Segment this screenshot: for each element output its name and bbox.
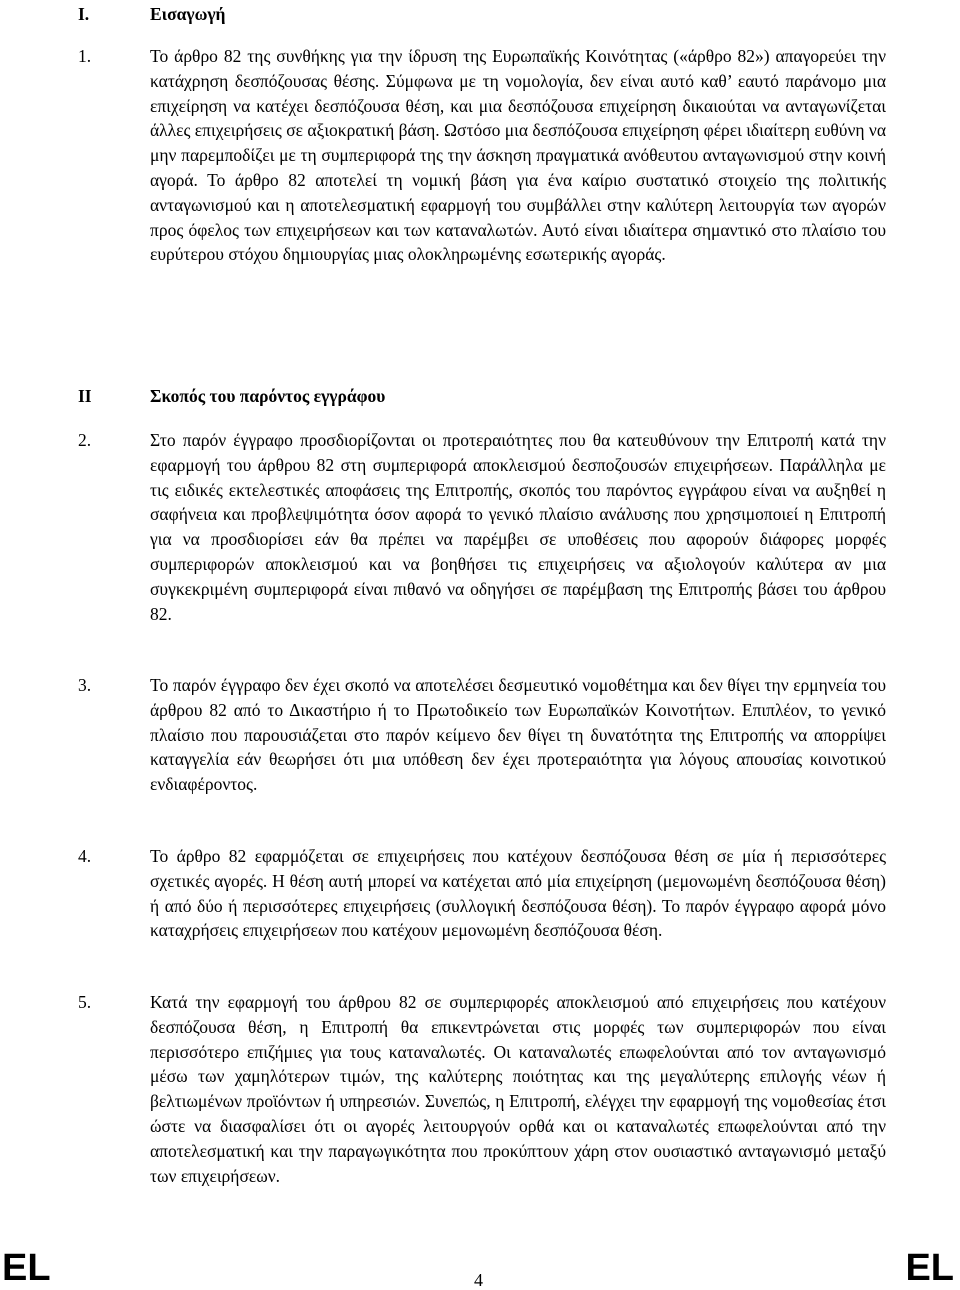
- footer-language-left: EL: [2, 1247, 51, 1289]
- paragraph-number: 3.: [78, 675, 92, 695]
- paragraph-number: 5.: [78, 992, 92, 1012]
- paragraph-text: Το παρόν έγγραφο δεν έχει σκοπό να αποτελέσει δεσμευτικό νομοθέτημα και δεν θίγει την ερμηνεία του άρθρου 82 από το Δικαστήριο ή το Πρωτοδικείο των Ευρωπαϊκών Κοινοτήτων. Επιπλέον, το γενικό πλαίσιο που παρουσιάζεται στο παρόν κείμενο δεν θίγει τη δυνατότητα της Επιτροπής να απορρίψει καταγγελία εάν θεωρήσει ότι μια υπόθεση δεν έχει προτεραιότητα για λόγους απουσίας κοινοτικού ενδιαφέροντος.: [150, 675, 886, 795]
- section-title: Σκοπός του παρόντος εγγράφου: [150, 386, 386, 406]
- paragraph-number: 1.: [78, 46, 92, 66]
- section-title: Εισαγωγή: [150, 4, 226, 24]
- section-number: II: [78, 386, 92, 406]
- paragraph-text: Το άρθρο 82 εφαρμόζεται σε επιχειρήσεις που κατέχουν δεσπόζουσα θέση σε μία ή περισσότερες σχετικές αγορές. Η θέση αυτή μπορεί να κατέχεται από μία επιχείρηση (μεμονωμένη δεσπόζουσα θέση) ή από δύο ή περισσότερες επιχειρήσεις (συλλογική δεσπόζουσα θέση). Το παρόν έγγραφο αφορά μόνο καταχρήσεις επιχειρήσεων που κατέχουν μεμονωμένη δεσπόζουσα θέση.: [150, 846, 886, 941]
- page-number: 4: [474, 1270, 483, 1290]
- paragraph-text: Το άρθρο 82 της συνθήκης για την ίδρυση της Ευρωπαϊκής Κοινότητας («άρθρο 82») απαγορεύει την κατάχρηση δεσπόζουσας θέσης. Σύμφωνα με τη νομολογία, δεν είναι αυτό καθ’ εαυτό παράνομο μια επιχείρηση να κατέχει δεσπόζουσα θέση, και μια δεσπόζουσα επιχείρηση δικαιούται να ανταγωνίζεται άλλες επιχειρήσεις σε αξιοκρατική βάση. Ωστόσο μια δεσπόζουσα επιχείρηση φέρει ιδιαίτερη ευθύνη να μην παρεμποδίζει με τη συμπεριφορά της την άσκηση πραγματικά ανόθευτου ανταγωνισμού στην κοινή αγορά. Το άρθρο 82 αποτελεί τη νομική βάση για ένα καίριο συστατικό στοιχείο της πολιτικής ανταγωνισμού και η αποτελεσματική εφαρμογή του συμβάλλει στην καλύτερη λειτουργία των αγορών προς όφελος των επιχειρήσεων και των καταναλωτών. Αυτό είναι ιδιαίτερα σημαντικό στο πλαίσιο του ευρύτερου στόχου δημιουργίας μιας ολοκληρωμένης εσωτερικής αγοράς.: [150, 46, 886, 265]
- paragraph-text: Στο παρόν έγγραφο προσδιορίζονται οι προτεραιότητες που θα κατευθύνουν την Επιτροπή κατά την εφαρμογή του άρθρου 82 στη συμπεριφορά αποκλεισμού δεσποζουσών επιχειρήσεων. Παράλληλα με τις ειδικές εκτελεστικές αποφάσεις της Επιτροπής, σκοπός του παρόντος εγγράφου είναι να αυξηθεί η σαφήνεια και προβλεψιμότητα όσον αφορά το γενικό πλαίσιο ανάλυσης που χρησιμοποιεί η Επιτροπή για να προσδιορίσει εάν θα πρέπει να παρέμβει σε υποθέσεις που αφορούν διάφορες μορφές συμπεριφορών αποκλεισμού και να βοηθήσει τις επιχειρήσεις να αξιολογούν καλύτερα αν μια συγκεκριμένη συμπεριφορά είναι πιθανό να οδηγήσει σε παρέμβαση της Επιτροπής βάσει του άρθρου 82.: [150, 430, 886, 624]
- section-number: I.: [78, 4, 90, 24]
- paragraph-text: Κατά την εφαρμογή του άρθρου 82 σε συμπεριφορές αποκλεισμού από επιχειρήσεις που κατέχουν δεσπόζουσα θέση, η Επιτροπή θα επικεντρώνεται στις μορφές των συμπεριφορών που είναι περισσότερο επιζήμιες για τους καταναλωτές. Οι καταναλωτές επωφελούνται από τον ανταγωνισμό μέσω των χαμηλότερων τιμών, της καλύτερης ποιότητας και της μεγαλύτερης επιλογής νέων ή βελτιωμένων προϊόντων ή υπηρεσιών. Συνεπώς, η Επιτροπή, ελέγχει την εφαρμογή της νομοθεσίας έτσι ώστε να διασφαλίσει ότι οι αγορές λειτουργούν ορθά και οι καταναλωτές επωφελούνται από την αποτελεσματική και την παραγωγικότητα που προκύπτουν χάρη στον ουσιαστικό ανταγωνισμό μεταξύ των επιχειρήσεων.: [150, 992, 886, 1186]
- footer-language-right: EL: [905, 1247, 954, 1289]
- paragraph-number: 2.: [78, 430, 92, 450]
- paragraph-number: 4.: [78, 846, 92, 866]
